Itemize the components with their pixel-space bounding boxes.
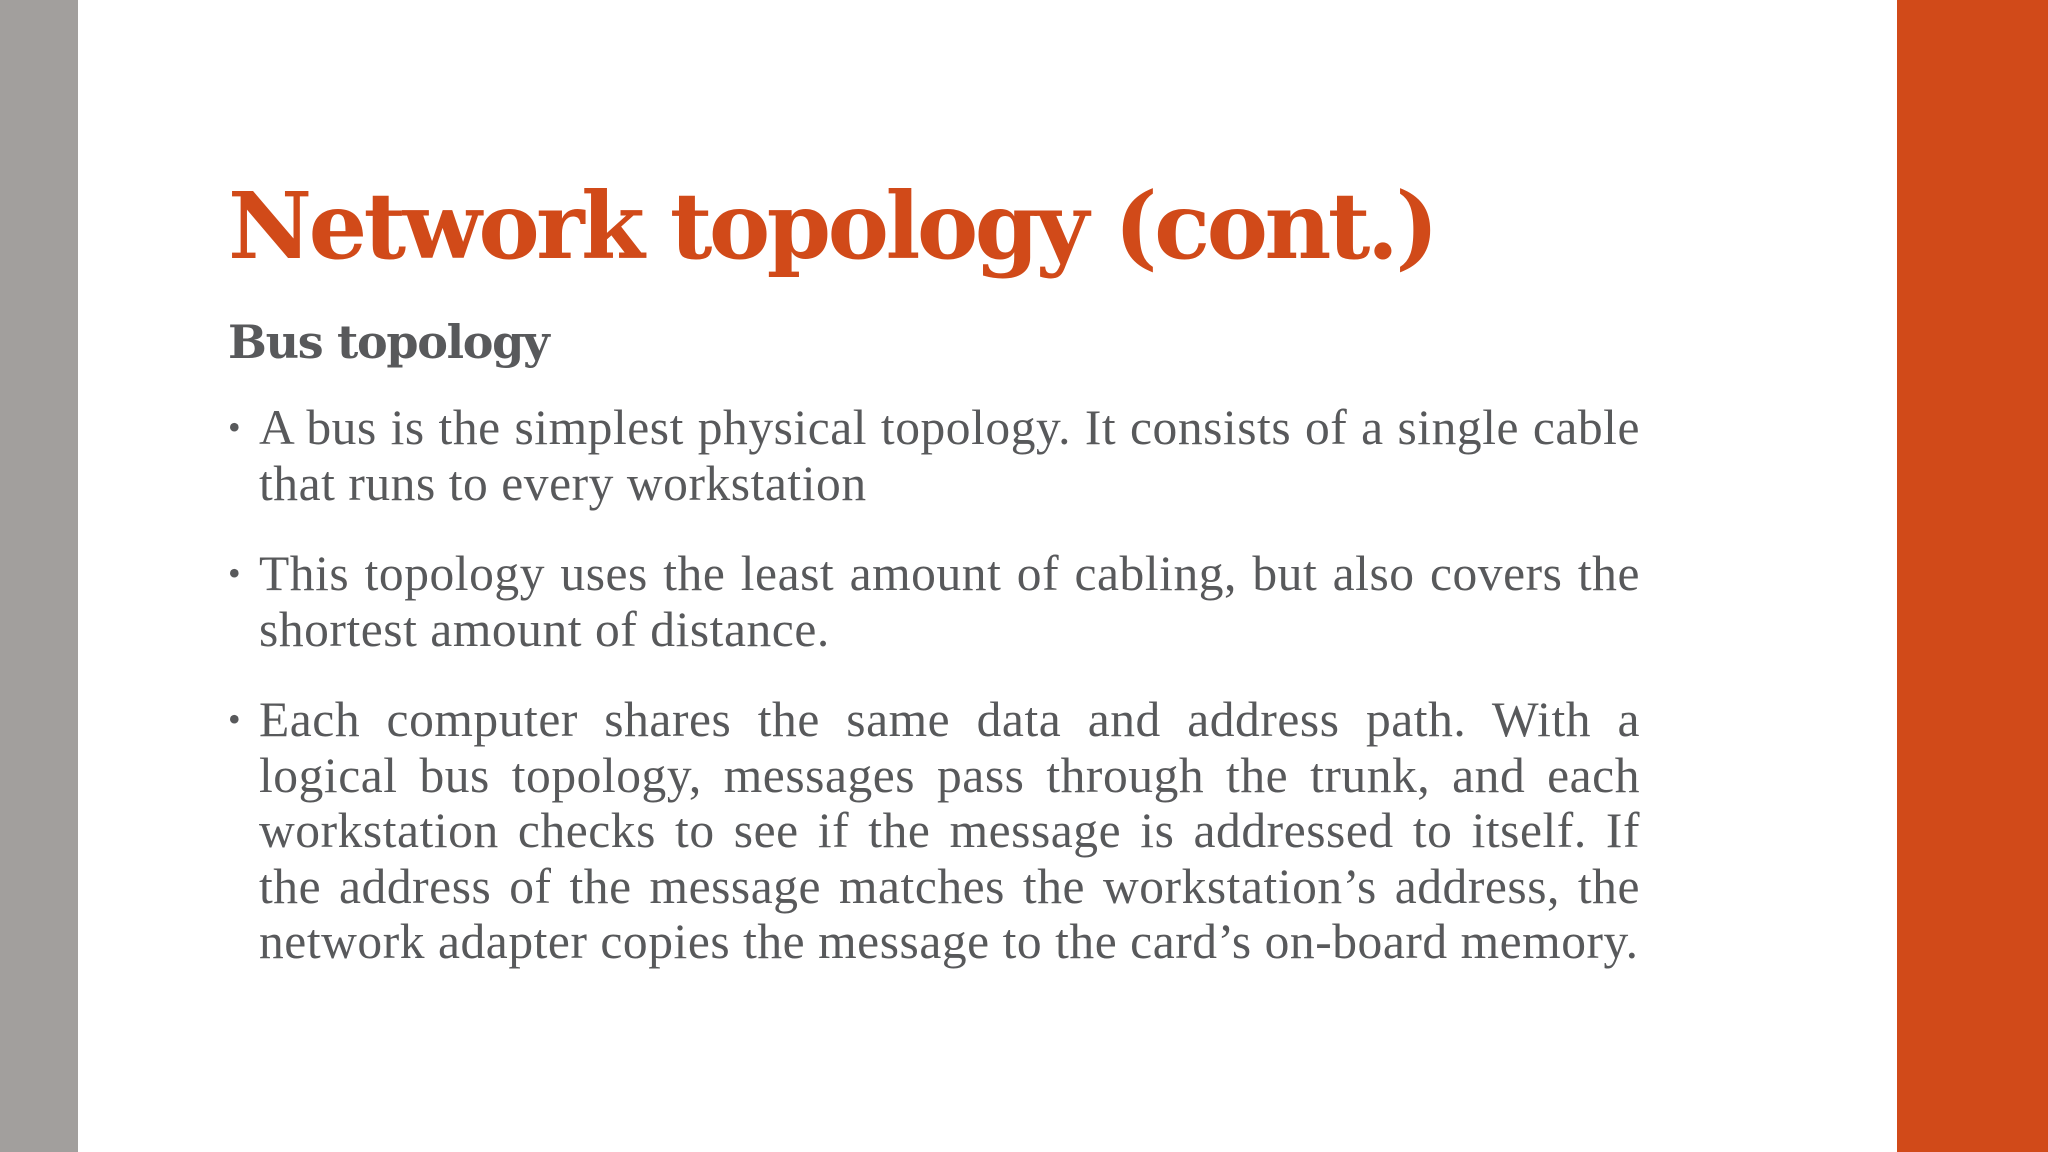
bullet-list — [228, 400, 1640, 1005]
bullet-item — [228, 400, 1640, 511]
bullet-item — [228, 692, 1640, 970]
bullet-icon: • — [228, 699, 242, 739]
right-accent-bar — [1897, 0, 2048, 1152]
slide-subtitle: Bus topology — [228, 315, 549, 369]
bullet-text: Each computer shares the same data and address path. With a logical bus topology, messages pass through the trunk, and each workstation checks to see if the message is addressed to itself. If the address of the message matches the workstation’s address, the network adapter copies the message to the card’s on-board memory. — [259, 692, 1640, 969]
bullet-text: This topology uses the least amount of cabling, but also covers the shortest amount of distance. — [259, 546, 1640, 657]
slide-title: Network topology (cont.) — [228, 172, 1436, 280]
bullet-text: A bus is the simplest physical topology. It consists of a single cable that runs to every workstation — [259, 400, 1640, 511]
left-accent-bar — [0, 0, 78, 1152]
bullet-item — [228, 546, 1640, 657]
bullet-icon: • — [228, 553, 242, 593]
bullet-icon: • — [228, 407, 242, 447]
